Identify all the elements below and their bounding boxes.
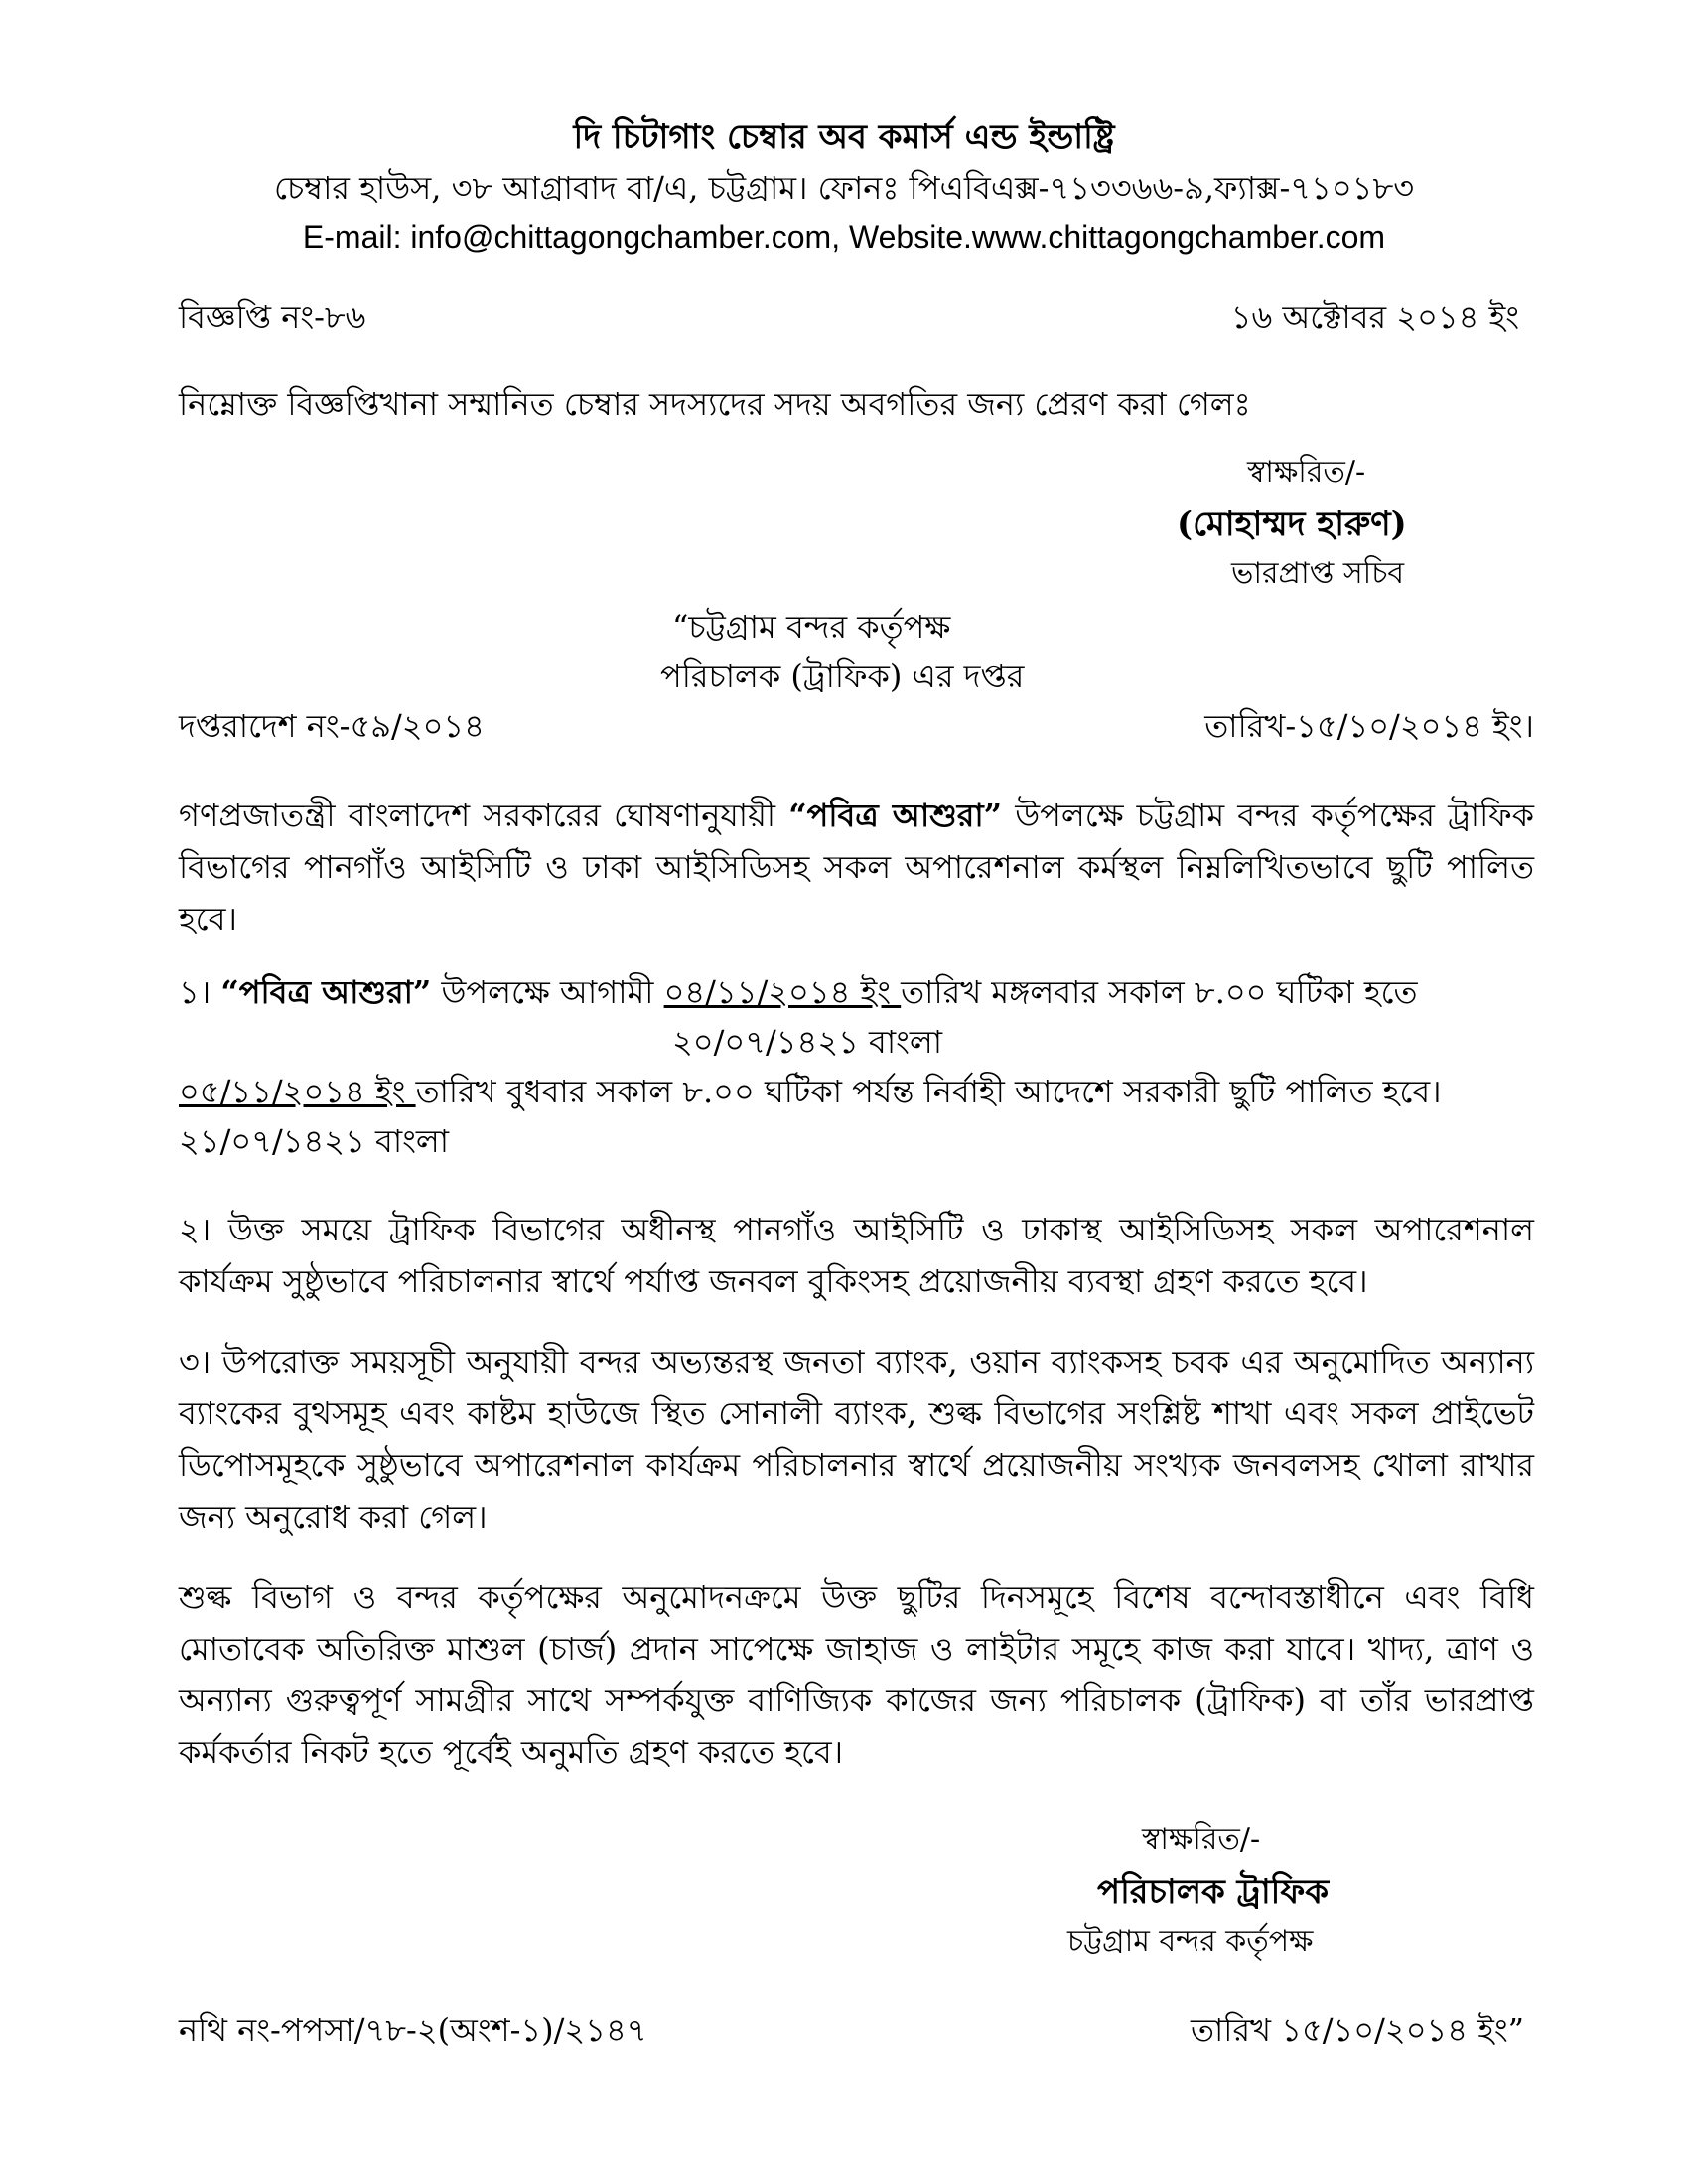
office-order-number: দপ্তরাদেশ নং-৫৯/২০১৪ [179,707,485,745]
paragraph-intro: গণপ্রজাতন্ত্রী বাংলাদেশ সরকারের ঘোষণানুযায়ী “পবিত্র আশুরা” উপলক্ষে চট্টগ্রাম বন্দর কর্তৃপক্ষের ট্রাফিক বিভাগের পানগাঁও আইসিটি ও ঢাকা আইসিডিসহ সকল অপারেশনাল কর্মস্থল নিম্নলিখিতভাবে ছুটি পালিত হবে। [179,797,1535,938]
notice-intro: নিম্নোক্ত বিজ্ঞপ্তিখানা সম্মানিত চেম্বার সদস্যদের সদয় অবগতির জন্য প্রেরণ করা গেলঃ [179,385,1251,423]
holiday-name: “পবিত্র আশুরা” [788,797,1003,834]
holiday-name: “পবিত্র আশুরা” [220,973,432,1011]
traffic-signatory-org: চট্টগ্রাম বন্দর কর্তৃপক্ষ [1067,1924,1314,1959]
file-number: নথি নং-পপসা/৭৮-২(অংশ-১)/২১৪৭ [179,2011,647,2049]
paragraph-conditions: শুল্ক বিভাগ ও বন্দর কর্তৃপক্ষের অনুমোদনক্রমে উক্ত ছুটির দিনসমূহে বিশেষ বন্দোবস্তাধীনে এবং বিধি মোতাবেক অতিরিক্ত মাশুল (চার্জ) প্রদান সাপেক্ষে জাহাজ ও লাইটার সমূহে কাজ করা যাবে। খাদ্য, ত্রাণ ও অন্যান্য গুরুত্বপূর্ণ সামগ্রীর সাথে সম্পর্কযুক্ত বাণিজ্যিক কাজের জন্য পরিচালক (ট্রাফিক) বা তাঁর ভারপ্রাপ্ত কর্মকর্তার নিকট হতে পূর্বেই অনুমতি গ্রহণ করতে হবে। [179,1578,1534,1771]
traffic-signatory-title: পরিচালক ট্রাফিক [1097,1872,1330,1912]
end-date: ০৫/১১/২০১৪ ইং [179,1073,416,1110]
chamber-signatory-designation: ভারপ্রাপ্ত সচিব [1231,556,1405,591]
item-3: ৩। উপরোক্ত সময়সূচী অনুযায়ী বন্দর অভ্যন্তরস্থ জনতা ব্যাংক, ওয়ান ব্যাংকসহ চবক এর অনুমোদিত অন্যান্য ব্যাংকের বুথসমূহ এবং কাষ্টম হাউজে স্থিত সোনালী ব্যাংক, শুল্ক বিভাগের সংশ্লিষ্ট শাখা এবং সকল প্রাইভেট ডিপোসমূহকে সুষ্ঠুভাবে অপারেশনাল কার্যক্রম পরিচালনার স্বার্থে প্রয়োজনীয় সংখ্যক জনবলসহ খোলা রাখার জন্য অনুরোধ করা গেল। [179,1343,1534,1535]
chamber-signatory-name: (মোহাম্মদ হারুণ) [1177,505,1407,544]
footer-date: তারিখ ১৫/১০/২০১৪ ইং” [1191,2011,1524,2049]
start-date-bangla: ২০/০৭/১৪২১ বাংলা [672,1023,943,1061]
office-order-date: তারিখ-১৫/১০/২০১৪ ইং। [1204,707,1534,745]
port-authority-title: “চট্টগ্রাম বন্দর কর্তৃপক্ষ [672,608,951,646]
item-2: ২। উক্ত সময়ে ট্রাফিক বিভাগের অধীনস্থ পানগাঁও আইসিটি ও ঢাকাস্থ আইসিডিসহ সকল অপারেশনাল কার্যক্রম সুষ্ঠুভাবে পরিচালনার স্বার্থে পর্যাপ্ত জনবল বুকিংসহ প্রয়োজনীয় ব্যবস্থা গ্রহণ করতে হবে। [179,1211,1534,1300]
notice-number: বিজ্ঞপ্তি নং-৮৬ [179,298,366,336]
port-office-title: পরিচালক (ট্রাফিক) এর দপ্তর [660,657,1025,695]
item-1-line-1: ১। “পবিত্র আশুরা” উপলক্ষে আগামী ০৪/১১/২০১৪ ইং তারিখ মঙ্গলবার সকাল ৮.০০ ঘটিকা হতে [179,973,1418,1011]
org-address: চেম্বার হাউস, ৩৮ আগ্রাবাদ বা/এ, চট্টগ্রাম। ফোনঃ পিএবিএক্স-৭১৩৩৬৬-৯,ফ্যাক্স-৭১০১৮৩ [273,169,1415,207]
traffic-signed: স্বাক্ষরিত/- [1142,1822,1261,1857]
item-1-line-2: ০৫/১১/২০১৪ ইং তারিখ বুধবার সকাল ৮.০০ ঘটিকা পর্যন্ত নির্বাহী আদেশে সরকারী ছুটি পালিত হবে। [179,1073,1442,1110]
chamber-signed: স্বাক্ষরিত/- [1247,455,1366,490]
org-contact: E-mail: info@chittagongchamber.com, Website.www.chittagongchamber.com [302,219,1386,255]
org-name: দি চিটাগাং চেম্বার অব কমার্স এন্ড ইন্ডাষ্ট্রি [573,117,1115,157]
end-date-bangla: ২১/০৭/১৪২১ বাংলা [179,1122,450,1160]
notice-date: ১৬ অক্টোবর ২০১৪ ইং [1230,298,1519,336]
start-date: ০৪/১১/২০১৪ ইং [663,973,902,1011]
